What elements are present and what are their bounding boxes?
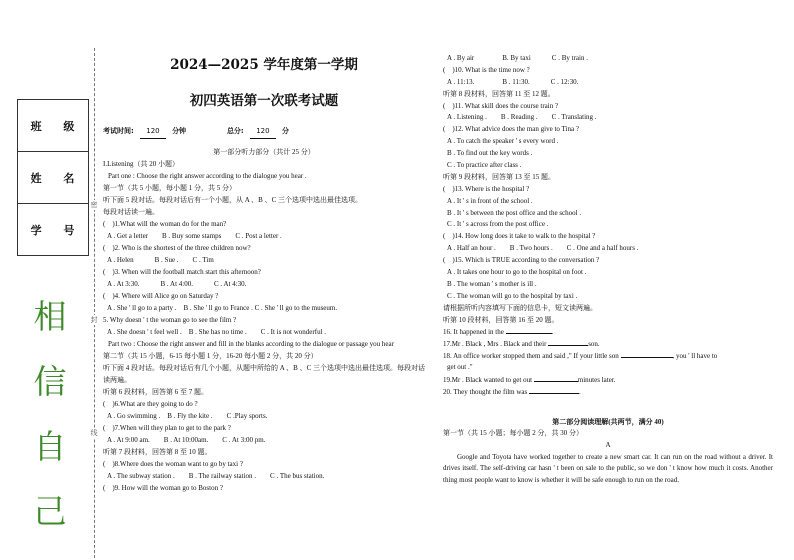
option-line: A . At 3:30. B . At 4:00. C . At 4:30. (107, 280, 247, 288)
option-line: A . It takes one hour to go to the hospital on foot . (447, 268, 587, 277)
material-line: 听第 8 段材料，回答第 11 至 12 题。 (443, 89, 555, 98)
material-line: 听第 10 段材料，回答第 16 至 20 题。 (443, 315, 559, 324)
question-line: 5. Why doesn ' t the woman go to see the film ? (103, 316, 237, 324)
option-line: A . 11:13. B . 11:30. C . 12:30. (447, 77, 579, 86)
score-unit: 分 (282, 127, 289, 135)
time-label: 考试时间: (103, 127, 134, 135)
part2-heading: 第二部分阅读理解(共两节，满分 40) (552, 417, 664, 426)
option-line: A . By air B. By taxi C . By train . (447, 54, 588, 62)
class-field: 班 级 (18, 100, 89, 152)
material-line: 听第 9 段材料，回答第 13 至 15 题。 (443, 172, 555, 181)
student-info-table (17, 99, 89, 256)
question-line: ( )4. Where will Alice go on Saturday ? (103, 292, 219, 300)
instruction-line: Part one : Choose the right answer according to the dialogue you hear . (108, 172, 307, 180)
motto-char: 己 (33, 492, 67, 531)
question-line: ( )3. When will the football match start this afternoon? (103, 268, 261, 276)
option-line: A . It ' s in front of the school . (447, 196, 533, 205)
material-line: 听第 6 段材料，回答第 6 至 7 题。 (103, 388, 208, 396)
option-line: A . The subway station . B . The railway station . C . The bus station. (107, 472, 325, 480)
name-field: 姓 名 (18, 152, 89, 204)
time-unit: 分钟 (172, 127, 187, 135)
option-line: C . To practice after class . (447, 161, 522, 170)
option-line: B . It ' s between the post office and the school . (447, 208, 582, 217)
binding-mark: 线 (90, 429, 98, 437)
material-line: 听第 7 段材料，回答第 8 至 10 题。 (103, 448, 212, 456)
fill-blank-19: 19.Mr . Black wanted to get out minutes later. (443, 376, 616, 385)
score-label: 总分: (226, 127, 244, 135)
fill-blank-20: 20. They thought the film was . (443, 387, 581, 396)
reading-passage: Google and Toyota have worked together to create a new smart car. It can run on the road without a driver. It drives itself. The self-driving car hasn ' t been on sale to the public, so we don ' t know how much it costs. Another thing most people want to know is whether it will be safe enough to run on the road. (443, 452, 773, 484)
question-line: ( )10. What is the time now ? (443, 65, 530, 74)
fill-blank-16: 16. It happened in the . (443, 328, 554, 337)
motto-char: 相 (33, 297, 67, 336)
option-line: A . Listening . B . Reading . C . Translating . (447, 113, 597, 122)
answer-blank[interactable] (529, 386, 579, 394)
answer-blank[interactable] (534, 374, 578, 382)
fill-blank-18: 18. An office worker stopped them and said ," If your little son , you ' ll have to (443, 352, 718, 361)
time-value: 120 (140, 124, 165, 139)
right-column (443, 53, 773, 486)
question-line: ( )14. How long does it take to walk to the hospital ? (443, 232, 596, 241)
passage-label: A (605, 440, 611, 449)
question-line: ( )11. What skill does the course train ? (443, 101, 559, 110)
option-line: A . Go swimming . B . Fly the kite . C .Play sports. (107, 412, 268, 420)
listening-heading: I.Listening（共 20 小题） (103, 160, 180, 168)
exam-title-year: 2024—2025 学年度第一学期 (170, 57, 358, 73)
motto (30, 284, 70, 544)
answer-blank[interactable] (506, 326, 552, 334)
answer-blank[interactable] (621, 350, 673, 358)
question-line: ( )2. Who is the shortest of the three children now? (103, 244, 251, 252)
fill-blank-17: 17.Mr . Black , Mrs . Black and their son. (443, 340, 600, 349)
instruction-line: 每段对话读一遍。 (103, 208, 159, 216)
answer-blank[interactable] (548, 338, 588, 346)
section-line: 第二节（共 15 小题，6-15 每小题 1 分，16-20 每小题 2 分，共 20 分） (103, 352, 318, 360)
question-line: ( )7.When will they plan to get to the park ? (103, 424, 231, 432)
fill-blank-18-cont: get out ." (447, 363, 473, 372)
option-line: B . The woman ' s mother is ill . (447, 279, 537, 288)
exam-title: 初四英语第一次联考试题 (189, 93, 339, 109)
option-line: A . She doesn ' t feel well . B . She has no time . C . It is not wonderful . (107, 328, 327, 336)
question-line: ( )1.What will the woman do for the man? (103, 220, 227, 228)
part2-section: 第一节（共 15 小题；每小题 2 分，共 30 分） (443, 428, 583, 437)
exam-info (103, 124, 425, 138)
option-line: A . She ' ll go to a party . B . She ' ll go to France . C . She ' ll go to the museum. (107, 304, 338, 312)
option-line: A . Get a letter B . Buy some stamps C . Post a letter . (107, 232, 282, 240)
question-line: ( )6.What are they going to do ? (103, 400, 198, 408)
section-line: 第一节（共 5 小题，每小题 1 分，共 5 分） (103, 184, 236, 192)
question-line: ( )12. What advice does the man give to Tina ? (443, 125, 579, 134)
option-line: A . To catch the speaker ' s every word . (447, 137, 559, 146)
option-line: C . It ' s across from the post office . (447, 220, 549, 229)
motto-char: 自 (33, 427, 67, 466)
question-line: ( )13. Where is the hospital ? (443, 184, 530, 193)
student-id-field: 学 号 (18, 204, 89, 256)
question-line: ( )15. Which is TRUE according to the conversation ? (443, 256, 600, 265)
question-line: ( )9. How will the woman go to Boston ? (103, 484, 223, 492)
binding-mark: 封 (90, 316, 98, 324)
binding-mark: 密 (90, 201, 98, 209)
option-line: A . Half an hour . B . Two hours . C . One and a half hours . (447, 244, 639, 253)
option-line: A . At 9:00 am. B . At 10:00am. C . At 3:00 pm. (107, 436, 266, 444)
option-line: A . Helen B . Sue . C . Tim (107, 256, 214, 264)
instruction-line: 听下面 5 段对话。每段对话后有一个小题，从 A 、B 、C 三个选项中选出最佳选项。 (103, 196, 363, 204)
option-line: B . To find out the key words . (447, 149, 533, 158)
instruction-line: 请根据所听内容填写下面的信息卡，短文读两遍。 (443, 303, 597, 312)
question-line: ( )8.Where does the woman want to go by taxi ? (103, 460, 243, 468)
left-column (103, 56, 425, 494)
motto-char: 信 (33, 362, 67, 401)
score-value: 120 (250, 124, 275, 139)
instruction-line: 听下面 4 段对话。每段对话后有几个小题，从题中所给的 A 、B 、C 三个选项中选出最佳选项。每段对话读两遍。 (103, 364, 425, 384)
option-line: C . The woman will go to the hospital by taxi . (447, 291, 578, 300)
part1-heading: 第一部分听力部分（共计 25 分） (213, 148, 315, 156)
instruction-line: Part two : Choose the right answer and fill in the blanks according to the dialogue or passage you hear (108, 340, 394, 348)
binding-line (94, 48, 95, 558)
